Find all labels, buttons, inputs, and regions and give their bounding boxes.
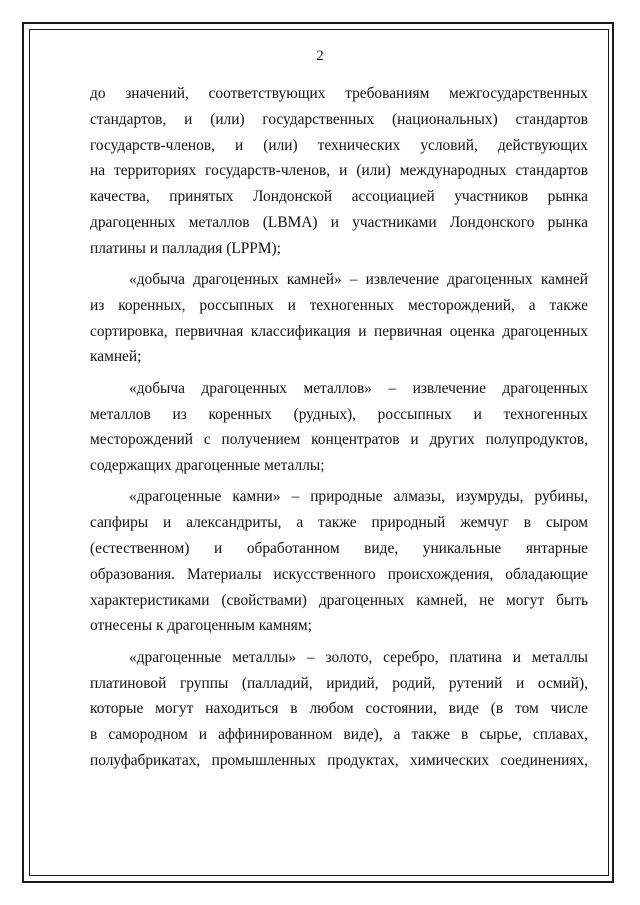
text-line: из коренных, россыпных и техногенных месторождений, а также: [90, 296, 588, 314]
text-line: «добыча драгоценных металлов» – извлечение драгоценных: [129, 379, 588, 397]
text-line: платины и палладия (LPPM);: [90, 239, 281, 257]
text-line: платиновой группы (палладий, иридий, родий, рутений и осмий),: [90, 674, 588, 692]
text-line: «драгоценные камни» – природные алмазы, изумруды, рубины,: [129, 488, 588, 506]
text-line: полуфабрикатах, промышленных продуктах, химических соединениях,: [90, 751, 588, 769]
text-line: которые могут находиться в любом состоянии, виде (в том числе: [90, 700, 588, 718]
text-line: в самородном и аффинированном виде), а также в сырье, сплавах,: [90, 726, 588, 744]
text-line: сапфиры и александриты, а также природный жемчуг в сыром: [90, 514, 588, 532]
text-line: стандартов, и (или) государственных (национальных) стандартов: [90, 110, 588, 128]
text-line: образования. Материалы искусственного происхождения, обладающие: [90, 565, 588, 583]
text-line: месторождений с получением концентратов и других полупродуктов,: [90, 431, 588, 449]
text-line: металлов из коренных (рудных), россыпных и техногенных: [90, 405, 588, 423]
paragraph: [90, 376, 588, 479]
text-line: (естественном) и обработанном виде, уникальные янтарные: [90, 540, 588, 558]
page-number: 2: [316, 48, 324, 64]
text-line: драгоценных металлов (LBMA) и участниками Лондонского рынка: [90, 213, 588, 231]
paragraph: [90, 267, 588, 370]
text-line: «драгоценные металлы» – золото, серебро, платина и металлы: [129, 648, 588, 666]
text-line: содержащих драгоценные металлы;: [90, 457, 325, 475]
text-line: камней;: [90, 348, 142, 366]
text-line: характеристиками (свойствами) драгоценных камней, не могут быть: [90, 591, 588, 609]
text-line: качества, принятых Лондонской ассоциацией участников рынка: [90, 188, 588, 206]
paragraph: [90, 645, 588, 774]
text-line: на территориях государств-членов, и (или) международных стандартов: [90, 162, 588, 180]
document-body: [90, 81, 588, 779]
paragraph: [90, 484, 588, 639]
text-line: сортировка, первичная классификация и первичная оценка драгоценных: [90, 322, 588, 340]
paragraph: [90, 81, 588, 262]
text-line: государств-членов, и (или) технических условий, действующих: [90, 136, 588, 154]
text-line: «добыча драгоценных камней» – извлечение драгоценных камней: [129, 271, 588, 289]
text-line: отнесены к драгоценным камням;: [90, 617, 312, 635]
text-line: до значений, соответствующих требованиям межгосударственных: [90, 85, 588, 102]
